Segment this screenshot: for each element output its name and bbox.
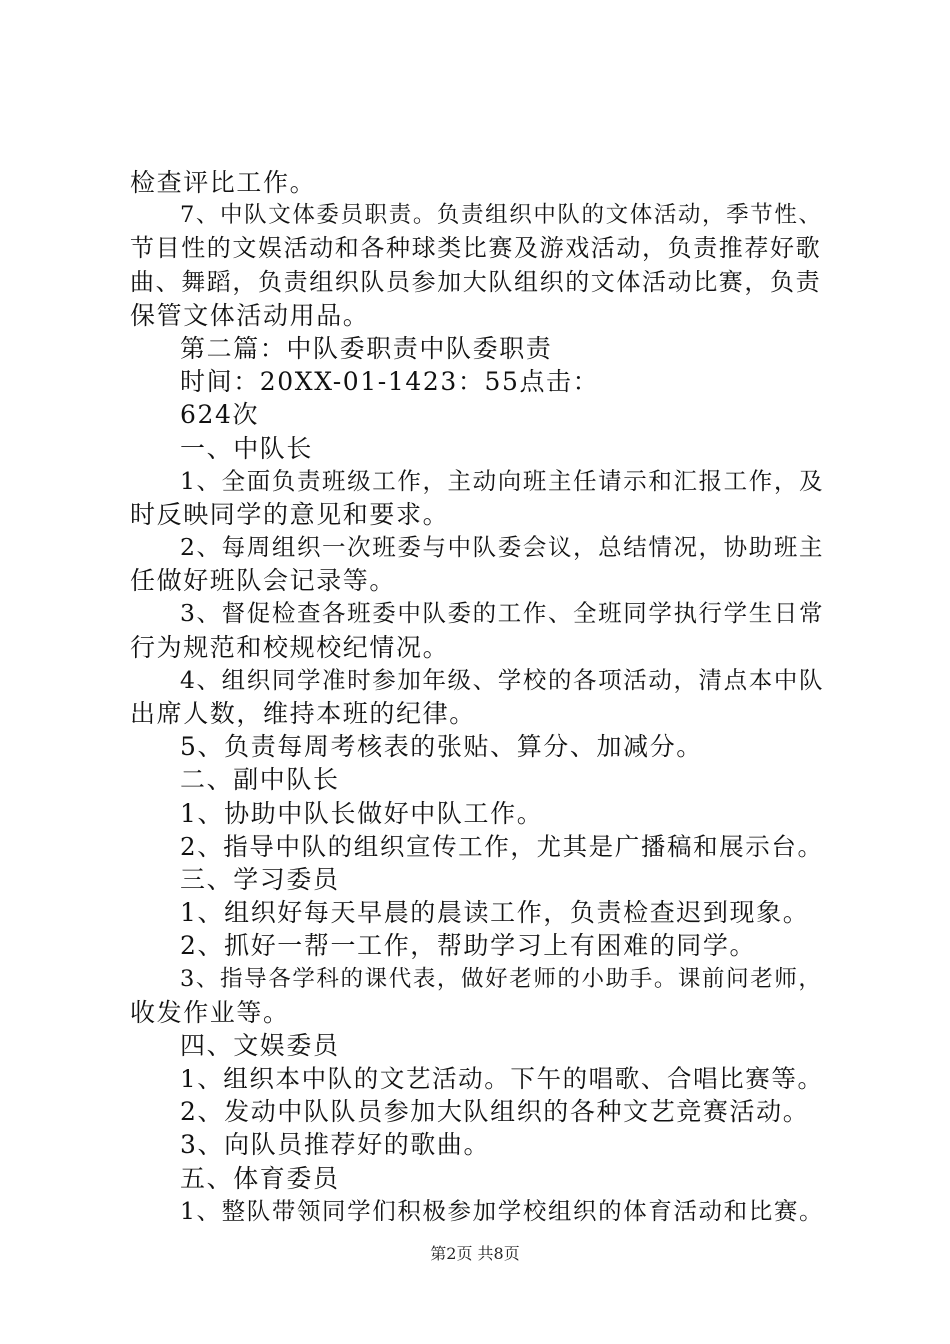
text-line: 1、组织好每天早晨的晨读工作，负责检查迟到现象。 — [180, 898, 810, 928]
section-heading: 二、副中队长 — [180, 765, 340, 795]
text-line: 1、全面负责班级工作，主动向班主任请示和汇报工作，及 — [180, 466, 825, 495]
text-line: 4、组织同学准时参加年级、学校的各项活动，清点本中队 — [180, 665, 825, 694]
text-line: 1、整队带领同学们积极参加学校组织的体育活动和比赛。 — [180, 1196, 825, 1225]
text-line: 2、每周组织一次班委与中队委会议，总结情况，协助班主 — [180, 533, 825, 562]
section-heading: 一、中队长 — [180, 433, 314, 463]
section-heading: 四、文娱委员 — [180, 1030, 340, 1060]
text-line: 7、中队文体委员职责。负责组织中队的文体活动，季节性、 — [180, 202, 823, 229]
text-line: 时间：20XX-01-1423：55点击： — [180, 367, 600, 397]
text-line: 行为规范和校规校纪情况。 — [130, 632, 450, 662]
text-line: 3、督促检查各班委中队委的工作、全班同学执行学生日常 — [180, 599, 825, 628]
text-line: 2、发动中队队员参加大队组织的各种文艺竞赛活动。 — [180, 1097, 810, 1127]
text-line: 曲、舞蹈，负责组织队员参加大队组织的文体活动比赛，负责 — [130, 267, 822, 296]
text-line: 时反映同学的意见和要求。 — [130, 499, 450, 529]
section-heading: 三、学习委员 — [180, 864, 340, 894]
section-heading: 五、体育委员 — [180, 1163, 340, 1193]
text-line: 保管文体活动用品。 — [130, 300, 370, 330]
page-number-footer: 第2页 共8页 — [430, 1244, 520, 1263]
text-line: 1、组织本中队的文艺活动。下午的唱歌、合唱比赛等。 — [180, 1064, 824, 1094]
text-line: 3、指导各学科的课代表，做好老师的小助手。课前问老师， — [180, 965, 823, 992]
text-line: 2、抓好一帮一工作，帮助学习上有困难的同学。 — [180, 931, 757, 961]
text-line: 任做好班队会记录等。 — [130, 566, 397, 596]
text-line: 出席人数，维持本班的纪律。 — [130, 699, 476, 728]
text-line: 5、负责每周考核表的张贴、算分、加减分。 — [180, 732, 703, 762]
text-line: 1、协助中队长做好中队工作。 — [180, 798, 544, 828]
text-line: 3、向队员推荐好的歌曲。 — [180, 1130, 491, 1160]
section-title: 第二篇：中队委职责中队委职责 — [180, 333, 553, 363]
text-line: 收发作业等。 — [130, 997, 290, 1027]
text-line: 624次 — [180, 400, 260, 430]
text-line: 检查评比工作。 — [130, 168, 317, 197]
text-line: 节目性的文娱活动和各种球类比赛及游戏活动，负责推荐好歌 — [130, 234, 822, 263]
text-line: 2、指导中队的组织宣传工作，尤其是广播稿和展示台。 — [180, 831, 824, 861]
document-body — [130, 166, 830, 1228]
